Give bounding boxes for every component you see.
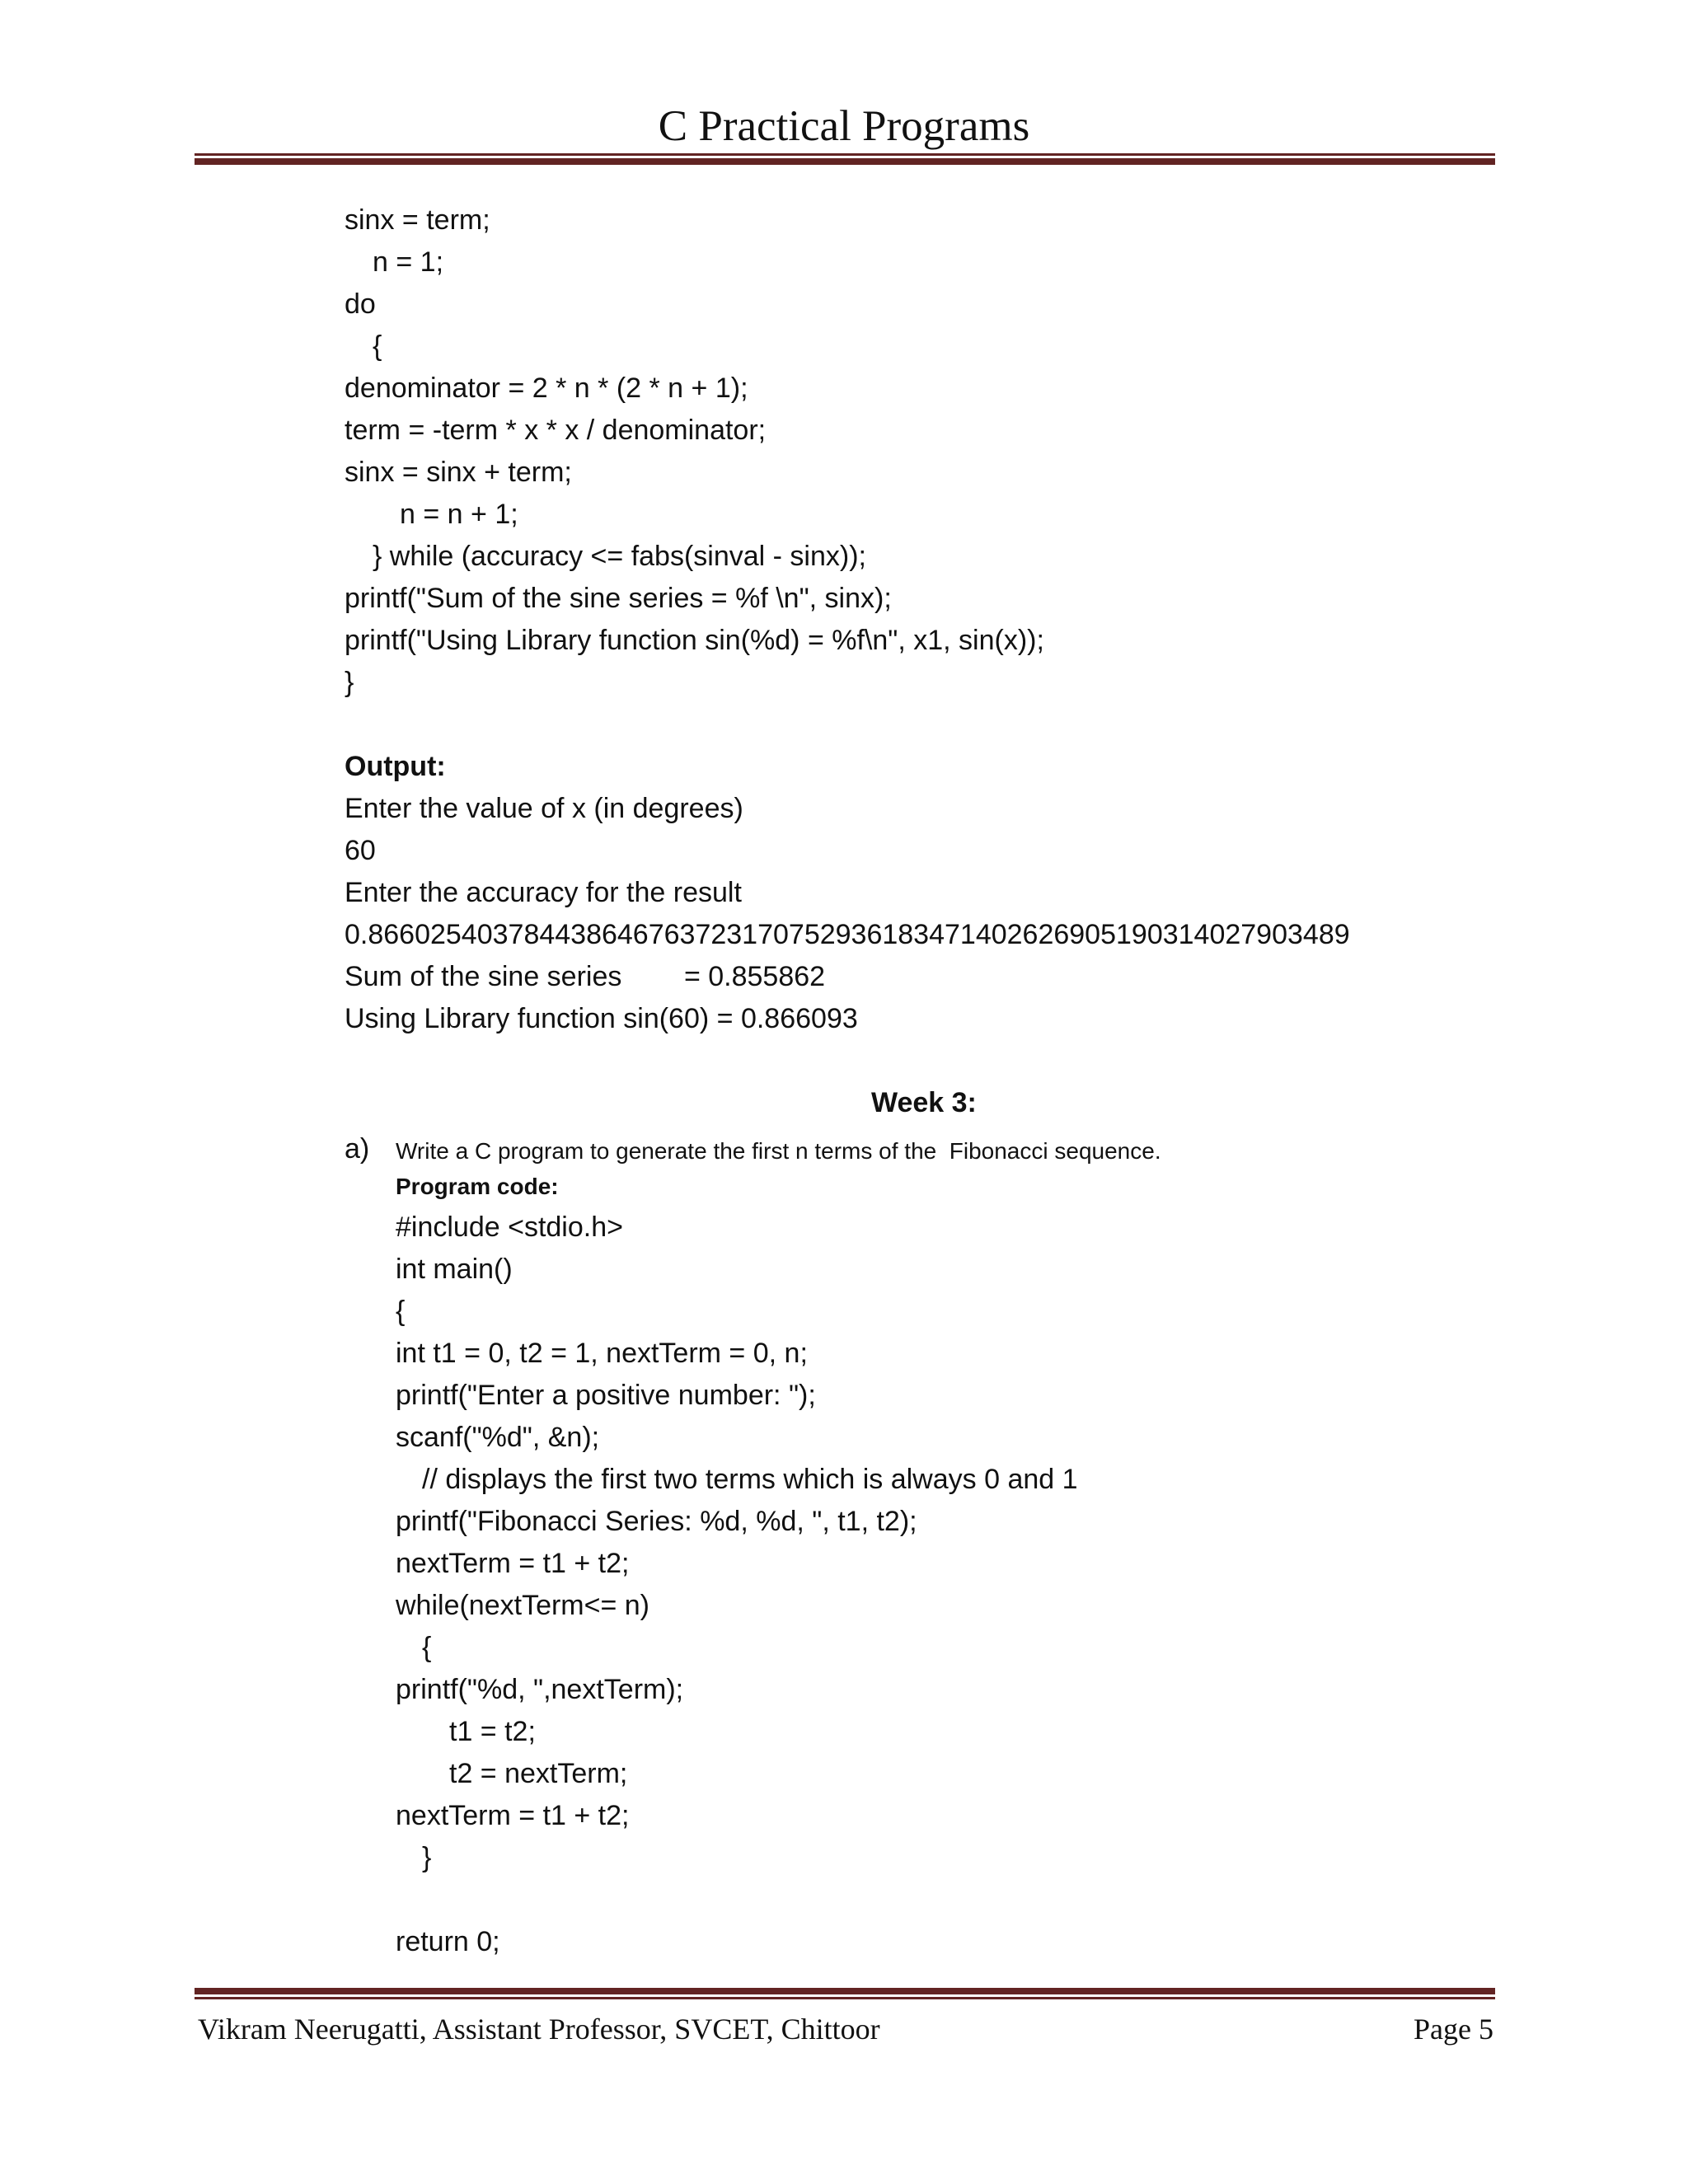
- code-line: n = n + 1;: [400, 499, 518, 530]
- code-line: {: [373, 330, 382, 362]
- code-line: nextTerm = t1 + t2;: [396, 1548, 630, 1579]
- code-comment: // displays the first two terms which is always 0 and 1: [422, 1464, 1078, 1495]
- footer-page-number: Page 5: [1414, 2013, 1493, 2046]
- week-heading: Week 3:: [871, 1087, 977, 1118]
- code-line: sinx = term;: [345, 204, 490, 236]
- code-line: printf("Sum of the sine series = %f \n", sinx);: [345, 583, 892, 614]
- code-line: sinx = sinx + term;: [345, 457, 572, 488]
- output-line: 0.866025403784438646763723170752936183471402626905190314027903489: [345, 919, 1350, 950]
- code-line: scanf("%d", &n);: [396, 1422, 600, 1453]
- header-rule: [195, 153, 1495, 165]
- code-line: printf("%d, ",nextTerm);: [396, 1674, 684, 1705]
- footer-author: Vikram Neerugatti, Assistant Professor, SVCET, Chittoor: [198, 2013, 880, 2046]
- code-line: int t1 = 0, t2 = 1, nextTerm = 0, n;: [396, 1338, 808, 1369]
- code-line: term = -term * x * x / denominator;: [345, 415, 767, 446]
- code-line: return 0;: [396, 1926, 500, 1957]
- output-line: 60: [345, 835, 376, 866]
- output-line: Sum of the sine series = 0.855862: [345, 961, 826, 992]
- code-line: nextTerm = t1 + t2;: [396, 1800, 630, 1831]
- footer-rule: [195, 1988, 1495, 1999]
- program-code-label: Program code:: [396, 1174, 559, 1199]
- output-line: Enter the accuracy for the result: [345, 877, 742, 908]
- code-line: } while (accuracy <= fabs(sinval - sinx));: [373, 541, 866, 572]
- question-text: Write a C program to generate the first n terms of the Fibonacci sequence.: [396, 1138, 1161, 1164]
- code-line: #include <stdio.h>: [396, 1212, 623, 1243]
- code-line: }: [422, 1842, 432, 1873]
- code-line: }: [345, 667, 354, 698]
- output-line: Using Library function sin(60) = 0.866093: [345, 1003, 858, 1034]
- code-line: printf("Fibonacci Series: %d, %d, ", t1, t2);: [396, 1506, 917, 1537]
- output-line: Enter the value of x (in degrees): [345, 793, 743, 824]
- code-line: {: [422, 1632, 432, 1663]
- code-line: {: [396, 1296, 406, 1327]
- code-line: printf("Using Library function sin(%d) = %f\n", x1, sin(x));: [345, 625, 1044, 656]
- code-line: denominator = 2 * n * (2 * n + 1);: [345, 373, 748, 404]
- code-line: n = 1;: [373, 246, 444, 278]
- code-line: t1 = t2;: [449, 1716, 536, 1747]
- code-line: do: [345, 288, 376, 320]
- page-header-title: C Practical Programs: [658, 102, 1030, 150]
- code-line: while(nextTerm<= n): [396, 1590, 650, 1621]
- code-line: t2 = nextTerm;: [449, 1758, 628, 1789]
- output-heading: Output:: [345, 751, 446, 782]
- code-line: int main(): [396, 1254, 513, 1285]
- item-marker: a): [345, 1133, 370, 1165]
- code-line: printf("Enter a positive number: ");: [396, 1380, 816, 1411]
